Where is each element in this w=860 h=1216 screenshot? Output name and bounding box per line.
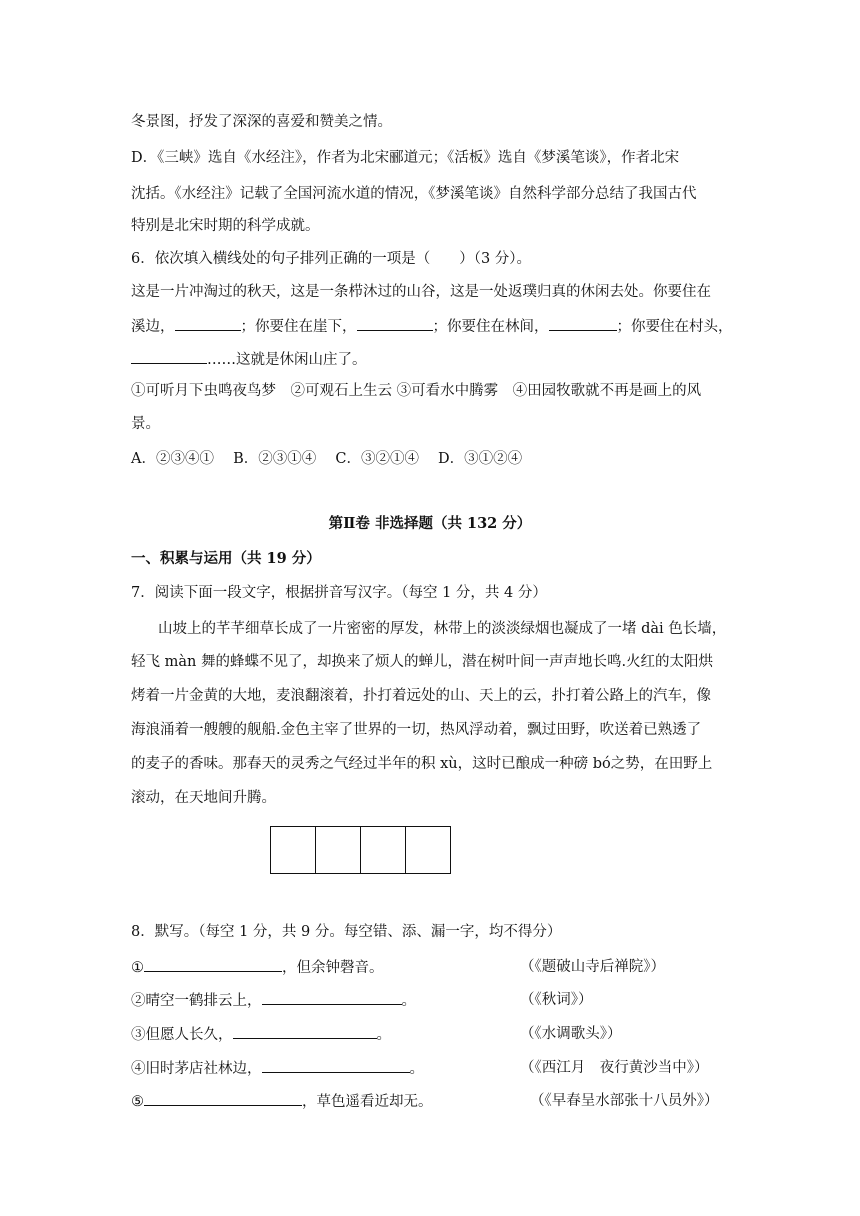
q8-text: ④旧时茅店社林边， bbox=[131, 1061, 262, 1077]
q8-text: ，但余钟磬音。 bbox=[282, 960, 384, 976]
fill-blank[interactable] bbox=[175, 316, 241, 331]
q8-line5 bbox=[131, 1091, 433, 1112]
fill-blank[interactable] bbox=[357, 316, 433, 331]
q8-line1 bbox=[131, 957, 384, 978]
answer-box[interactable] bbox=[270, 826, 316, 874]
q7-stem: 7．阅读下面一段文字，根据拼音写汉字。（每空 1 分，共 4 分） bbox=[131, 585, 547, 601]
q6-stem: 6．依次填入横线处的句子排列正确的一项是（ ）（3 分）。 bbox=[131, 251, 532, 267]
q6-sentence-options-line1: ①可听月下虫鸣夜鸟梦 ②可观石上生云 ③可看水中腾雾 ④田园牧歌就不再是画上的风 bbox=[131, 383, 702, 399]
q7-passage-line2: 轻飞 màn 舞的蜂蝶不见了，却换来了烦人的蝉儿，潜在树叶间一声声地长鸣.火红的太阳烘 bbox=[131, 654, 714, 670]
q6-answer-choices: A．②③④① B．②③①④ C．③②①④ D．③①②④ bbox=[131, 451, 523, 467]
q7-passage-line3: 烤着一片金黄的大地，麦浪翻滚着，扑打着远处的山、天上的云，扑打着公路上的汽车，像 bbox=[131, 688, 711, 704]
q7-passage-line1: 山坡上的芊芊细草长成了一片密密的厚发，林带上的淡淡绿烟也凝成了一堵 dài 色长墙， bbox=[158, 621, 727, 637]
q8-source-4: （《西江月 夜行黄沙当中》） bbox=[520, 1060, 709, 1076]
q6-text: ；你要住在村头， bbox=[616, 319, 733, 335]
q8-stem: 8．默写。（每空 1 分，共 9 分。每空错、添、漏一字，均不得分） bbox=[131, 924, 562, 940]
q6-text: ；你要住在林间， bbox=[432, 319, 549, 335]
answer-boxes bbox=[270, 826, 451, 874]
fill-blank[interactable] bbox=[262, 990, 402, 1005]
q8-text: 。 bbox=[401, 993, 416, 1009]
q6-text: ；你要住在崖下， bbox=[240, 319, 357, 335]
q8-line4 bbox=[131, 1058, 424, 1079]
q7-passage-line5: 的麦子的香味。那春天的灵秀之气经过半年的积 xù，这时已酿成一种磅 bó之势，在田野上 bbox=[131, 756, 713, 772]
q8-line3 bbox=[131, 1024, 391, 1045]
q8-source-5: （《早春呈水部张十八员外》） bbox=[530, 1093, 719, 1109]
part2-title: 第Ⅱ卷 非选择题（共 132 分） bbox=[328, 515, 532, 532]
q7-passage-line6: 滚动，在天地间升腾。 bbox=[131, 790, 276, 806]
q5-option-d-line1: D．《三峡》选自《水经注》，作者为北宋郦道元；《活板》选自《梦溪笔谈》，作者北宋 bbox=[131, 150, 680, 166]
q5-option-c-tail: 冬景图，抒发了深深的喜爱和赞美之情。 bbox=[131, 114, 392, 130]
answer-box[interactable] bbox=[315, 826, 361, 874]
q7-passage-line4: 海浪涌着一艘艘的舰船.金色主宰了世界的一切，热风浮动着，飘过田野，吹送着已熟透了 bbox=[131, 722, 702, 738]
q8-text: 。 bbox=[409, 1061, 424, 1077]
q8-text: ③但愿人长久， bbox=[131, 1027, 233, 1043]
fill-blank[interactable] bbox=[549, 316, 617, 331]
q6-text: 溪边， bbox=[131, 319, 175, 335]
q8-line2 bbox=[131, 990, 416, 1011]
q6-passage-line2 bbox=[131, 316, 733, 337]
answer-box[interactable] bbox=[405, 826, 451, 874]
fill-blank[interactable] bbox=[144, 1091, 302, 1106]
q6-passage-line3 bbox=[131, 349, 367, 370]
answer-box[interactable] bbox=[360, 826, 406, 874]
q8-source-3: （《水调歌头》） bbox=[520, 1026, 622, 1042]
q8-source-2: （《秋词》） bbox=[520, 992, 593, 1008]
fill-blank[interactable] bbox=[262, 1058, 410, 1073]
q8-text: ，草色遥看近却无。 bbox=[302, 1094, 433, 1110]
q6-text: ……这就是休闲山庄了。 bbox=[207, 352, 367, 368]
q8-number: ① bbox=[131, 960, 144, 976]
fill-blank[interactable] bbox=[144, 957, 282, 972]
section1-heading: 一、积累与运用（共 19 分） bbox=[131, 550, 321, 567]
q8-source-1: （《题破山寺后禅院》） bbox=[520, 959, 665, 975]
q5-option-d-line3: 特别是北宋时期的科学成就。 bbox=[131, 218, 320, 234]
fill-blank[interactable] bbox=[131, 349, 207, 364]
q8-number: ⑤ bbox=[131, 1094, 144, 1110]
q8-text: 。 bbox=[376, 1027, 391, 1043]
q6-sentence-options-line2: 景。 bbox=[131, 416, 160, 432]
q8-text: ②晴空一鹤排云上， bbox=[131, 993, 262, 1009]
fill-blank[interactable] bbox=[233, 1024, 377, 1039]
q5-option-d-line2: 沈括。《水经注》记载了全国河流水道的情况，《梦溪笔谈》自然科学部分总结了我国古代 bbox=[131, 186, 697, 202]
q6-passage-line1: 这是一片冲淘过的秋天，这是一条栉沐过的山谷，这是一处返璞归真的休闲去处。你要住在 bbox=[131, 284, 711, 300]
